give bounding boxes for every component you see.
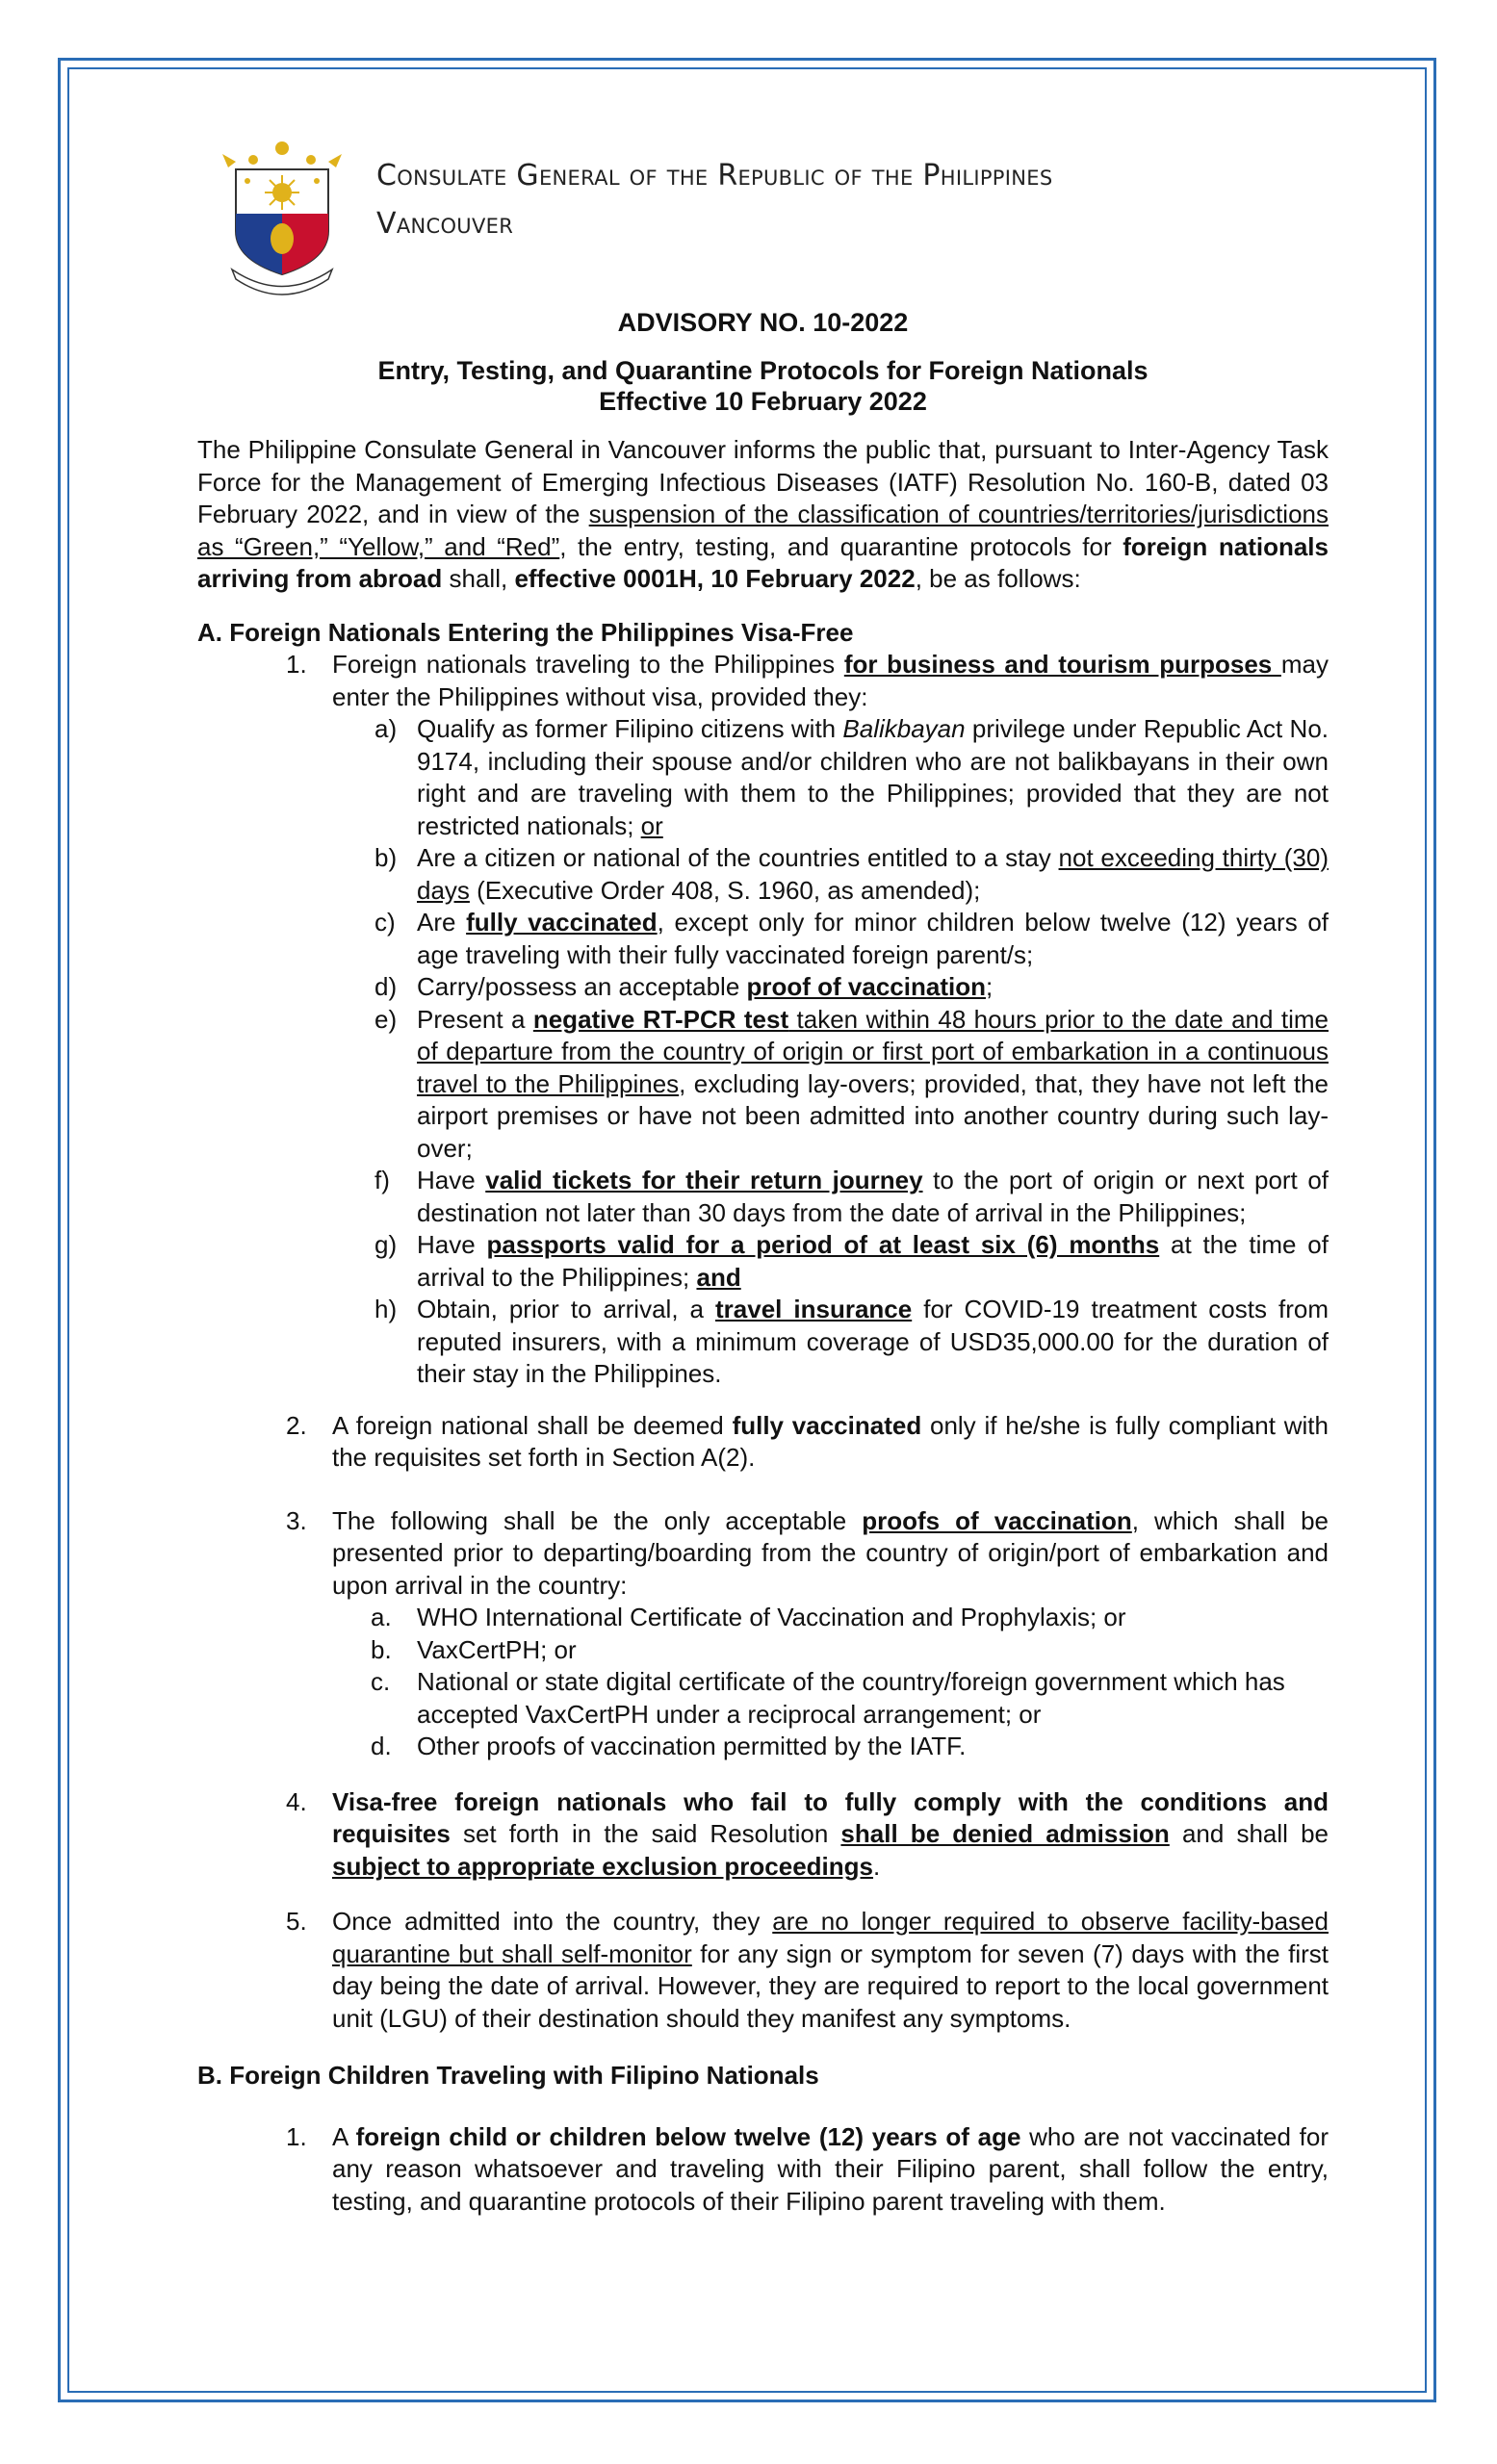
condition-c: c) Are fully vaccinated, except only for minor children below twelve (12) years of age traveling with their fully vaccinated foreign parent/s; (374, 908, 1329, 969)
section-a-title: A. Foreign Nationals Entering the Philippines Visa-Free (197, 617, 854, 647)
condition-b: b) Are a citizen or national of the countries entitled to a stay not exceeding thirty (30) days (Executive Order 408, S. 1960, as amended); (374, 843, 1329, 905)
condition-f: f) Have valid tickets for their return journey to the port of origin or next port of destination not later than 30 days from the date of arrival in the Philippines; (374, 1166, 1329, 1227)
proof-c: c. National or state digital certificate of the country/foreign government which has accepted VaxCertPH under a reciprocal arrangement; or (371, 1667, 1285, 1729)
section-a-item-4: 4. Visa-free foreign nationals who fail to fully comply with the conditions and requisites set forth in the said Resolution shall be denied admission and shall be subject to appropriate exclusion proceedings. (286, 1786, 1329, 1881)
proof-b: b. VaxCertPH; or (371, 1634, 577, 1664)
intro-paragraph: The Philippine Consulate General in Vancouver informs the public that, pursuant to Inter-Agency Task Force for the Management of Emerging Infectious Diseases (IATF) Resolution No. 160-B, dated 03 February 2022, and in view of the suspension of the classification of countries/territories/jurisdictions as “Green,” “Yellow,” and “Red”, the entry, testing, and quarantine protocols for foreign nationals arriving from abroad shall, effective 0001H, 10 February 2022, be as follows: (197, 435, 1329, 593)
condition-g: g) Have passports valid for a period of at least six (6) months at the time of arrival to the Philippines; and (374, 1230, 1329, 1292)
title-line-1: Entry, Testing, and Quarantine Protocols for Foreign Nationals (377, 356, 1149, 385)
condition-d: d) Carry/possess an acceptable proof of vaccination; (374, 972, 994, 1001)
document-body (197, 135, 1329, 2218)
section-a-item-1: 1. Foreign nationals traveling to the Philippines for business and tourism purposes may enter the Philippines without visa, provided they: (286, 650, 1329, 711)
section-a-item-3: 3. The following shall be the only acceptable proofs of vaccination, which shall be presented prior to departing/boarding from the country of origin/port of embarkation and upon arrival in the country: (286, 1505, 1329, 1600)
condition-h: h) Obtain, prior to arrival, a travel insurance for COVID-19 treatment costs from reputed insurers, with a minimum coverage of USD35,000.00 for the duration of their stay in the Philippines. (374, 1295, 1329, 1388)
condition-a: a) Qualify as former Filipino citizens with Balikbayan privilege under Republic Act No. 9174, including their spouse and/or children who are not balikbayans in their own right and are traveling with them to the Philippines; provided that they are not restricted nationals; or (374, 714, 1329, 840)
section-b-item-1: 1. A foreign child or children below twelve (12) years of age who are not vaccinated for any reason whatsoever and traveling with their Filipino parent, shall follow the entry, testing, and quarantine protocols of their Filipino parent traveling with them. (286, 2121, 1329, 2216)
org-line-2: Vancouver (376, 207, 514, 241)
org-line-1: Consulate General of the Republic of the Philippines (376, 159, 1053, 192)
letterhead (197, 135, 1329, 298)
consulate-name (376, 152, 1052, 248)
title-line-2: Effective 10 February 2022 (599, 387, 927, 416)
philippine-coat-of-arms-icon (215, 135, 349, 298)
proof-d: d. Other proofs of vaccination permitted by the IATF. (371, 1732, 967, 1760)
condition-e: e) Present a negative RT-PCR test taken within 48 hours prior to the date and time of departure from the country of origin or first port of embarkation in a continuous travel to the Philippines, excluding lay-overs; provided, that, they have not left the airport premises or have not been admitted into another country during such lay-over; (374, 1004, 1329, 1163)
advisory-title (197, 355, 1329, 417)
section-b-title: B. Foreign Children Traveling with Filipino Nationals (197, 2061, 819, 2090)
section-a-item-2: 2. A foreign national shall be deemed fully vaccinated only if he/she is fully compliant with the requisites set forth in Section A(2). (286, 1410, 1329, 1472)
section-a-item-5: 5. Once admitted into the country, they are no longer required to observe facility-based quarantine but shall self-monitor for any sign or symptom for seven (7) days with the first day being the date of arrival. However, they are required to report to the local government unit (LGU) of their destination should they manifest any symptoms. (286, 1907, 1329, 2033)
advisory-number: ADVISORY NO. 10-2022 (617, 308, 909, 337)
proof-a: a. WHO International Certificate of Vaccination and Prophylaxis; or (371, 1603, 1126, 1631)
